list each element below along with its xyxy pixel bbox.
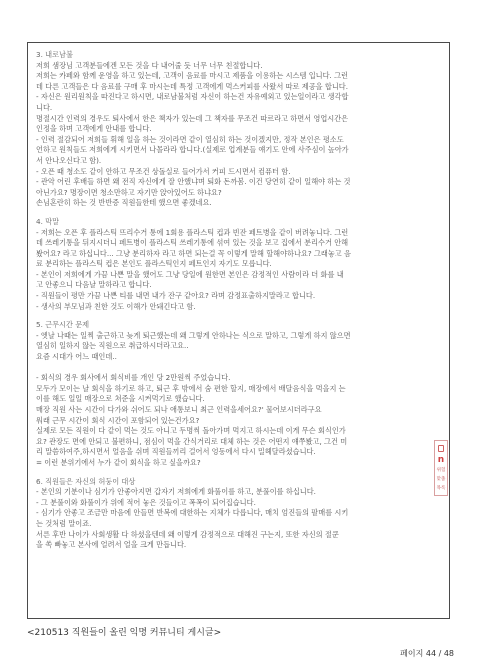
body-line: 모두가 모이는 날 회식을 하기로 하고, 퇴근 후 밖에서 숨 편한 할지, 매장에서 배달음식을 먹을지 는 (36, 383, 346, 393)
body-line: - 본인이 저희에게 가끔 나쁜 말을 했어도 그냥 당일에 원한면 본인은 감정적인 사람이라 더 화를 내 (36, 269, 344, 279)
body-line: 실제로 모든 직원이 다 같이 먹는 것도 아니고 두명씩 돌아가며 먹지고 하시는데 이게 무슨 회식인가 (36, 426, 346, 436)
body-line: - 본인의 기분이나 심기가 안좋아지면 갑자기 저희에게 화풀이를 하고, 분풀이를 하십니다. (36, 487, 316, 497)
body-line: 저희는 카페와 함께 운영을 하고 있는데, 고객이 음료를 마시고 제품을 이용하는 시스템 입니다. 그런 (36, 71, 348, 81)
body-line: 을 쏙 빠놓고 본사에 얼려서 얼을 크게 만듭니다. (36, 540, 187, 550)
body-line: = 이런 분위기에서 누가 같이 회식을 하고 싶을까요? (36, 457, 201, 467)
body-line: 고 안좋으니 다음날 말하라고 합니다. (36, 280, 152, 290)
body-line: 서른 후반 나이가 사회생활 다 하셨을텐데 왜 이렇게 감정적으로 대해진 구는지, 또한 자신의 절쿤 (36, 529, 339, 539)
body-line: - 직원들이 평만 가끔 나쁜 티를 내면 내가 잔구 같아요? 라며 감정표출하지말라고 합니다. (36, 291, 316, 301)
side-toolbar (434, 440, 448, 496)
section-heading: 5. 근무시간 문제 (36, 320, 90, 330)
section-gap (36, 209, 436, 217)
side-button-1[interactable]: 위험 (436, 468, 446, 474)
body-line: 이를 해도 일일 매장으로 쳐준을 시켜먹기로 했습니다. (36, 394, 205, 404)
body-line: - 인력 절감되어 저희들 휘해 일을 하는 것이라면 같이 열심히 하는 것이겠지만, 정작 본인은 평소도 (36, 134, 344, 144)
body-line: 데 쓰레기통을 뒤지시더니 페트병이 플라스틱 쓰레기통에 섞여 있는 것을 보고 집에서 분리수거 안해 (36, 238, 349, 248)
page-number: 페이지 44 / 48 (400, 649, 454, 658)
body-line: 손님혼란히 하는 것 반반증 직원들한테 했으면 좋겠네요. (36, 198, 212, 208)
body-line: 서 안나오신다고 함). (36, 155, 102, 165)
body-line: 봤어요? 라고 하십니다... 그냥 분리하자 라고 하면 되는걸 꼭 이렇게 말해 할해야하나요? 그래놓고 음 (36, 248, 351, 258)
body-line: 요? 관장도 면에 안되고 불편하니, 점심이 먹을 간식거리로 대체 하는 것은 어떤지 얘쭈봤고, 그건 미 (36, 436, 348, 446)
body-line: - 엣날 나때는 일찍 출근하고 늦게 퇴근했는데 왜 그렇게 안하나는 식으로 말하고, 그렇게 하지 않으면 (36, 330, 351, 340)
body-line: 료 분리하는 플라스틱 컵은 본인도 플라스틱인지 페트인지 자기도 모릅니다. (36, 259, 272, 269)
body-line: - 오픈 때 청소도 같이 안하고 무조건 상돌실로 들어가서 커피 드시면서 컴퓨터 함. (36, 166, 291, 176)
body-line: 는 것처럼 말이죠. (36, 518, 92, 528)
body-line: 요즘 시대가 어느 때인데.. (36, 352, 117, 362)
figure-caption: <210513 직원들이 올린 익명 커뮤니티 게시글> (27, 628, 222, 638)
body-line: 아닌가요? 명장이면 청소만하고 자기만 앉아있어도 하냐요? (36, 187, 222, 197)
section-gap (36, 312, 436, 320)
body-line: - 관악 어린 후배들 하면 왜 전직 자신에게 잘 안했냐며 퇴화 돈까봄. 이건 당연히 같이 일해야 하는 것 (36, 177, 351, 187)
body-line: 인정을 하며 고객에게 안내를 합니다. (36, 124, 152, 134)
body-line: - 회식의 경우 회사에서 회식비를 개인 당 2만원씩 주었습니다. (36, 373, 231, 383)
section-heading: 6. 직원들은 자신의 허둥이 대상 (36, 476, 136, 486)
body-line: - 자신은 원리원칙을 따진다고 하시면, 내로남불처럼 자신이 하는건 자유예외고 있는일이라고 생각합 (36, 92, 349, 102)
section-gap (36, 469, 436, 477)
body-line: 매장 직원 사는 시간이 다가와 쉬어도 되나 애통보니 최근 인력을세어요?' 물어보시더라구요 (36, 405, 322, 414)
body-line: 명절시간 인력의 경우도 퇴사에서 한은 책자가 있는데 그 책자를 무조건 따르라고 하면서 영업시간은 (36, 113, 349, 123)
body-line: - 저희는 오픈 후 플라스틱 뜨리수거 통에 1회용 플라스틱 컵과 빈잔 페트병을 같이 버려놓니다. 그런 (36, 227, 349, 237)
body-line: 리 말씀하여주,하시면서 얼음을 쉬며 직원들끼리 걸어서 엉동에서 다시 밀헤달라셨습니다. (36, 447, 316, 457)
body-line: 언하고 원칙들도 저희에게 시키면서 나몰라라 합니다.(실제로 업계분들 얘기도 안에 사주심이 높아가 (36, 145, 349, 155)
body-line (36, 363, 436, 374)
side-button-3[interactable]: 목록 (436, 486, 446, 492)
body-line: 워래 근무 시간이 회식 시간이 포함되어 있는건가요? (36, 415, 200, 425)
body-line: - 생사의 부모님과 친한 것도 이해가 안돼긴다고 함. (36, 301, 196, 311)
bookmark-icon[interactable] (438, 445, 444, 452)
body-line: 열심히 일하지 않는 직원으로 취급하시더라고요.. (36, 341, 189, 351)
body-line: 데 다른 고객들은 다 음료를 구매 후 마시는데 특정 고객에게 먹스커피를 사왔서 따로 제공을 합니다. (36, 81, 348, 91)
brand-logo[interactable]: n (437, 454, 445, 465)
body-line: - 그 분풀이와 화풀이가 위에 적어 놓은 것들이고 폭폭이 되어집습니다. (36, 497, 256, 507)
section-heading: 3. 내로남불 (36, 50, 73, 59)
body-line: - 심기가 안좋고 조금만 마음에 안들면 반복에 대한하는 지체가 다릅니다, 매치 엄진들의 팔매를 시키 (36, 508, 349, 518)
body-line: 니다. (36, 102, 53, 112)
section-heading: 4. 막말 (36, 216, 60, 226)
body-line: 저희 샘장님 고객분들에겐 모든 것을 다 내어줄 듯 너무 너무 친절합니다. (36, 60, 263, 70)
side-button-2[interactable]: 맞춤 (436, 477, 446, 483)
document-body (36, 50, 436, 551)
